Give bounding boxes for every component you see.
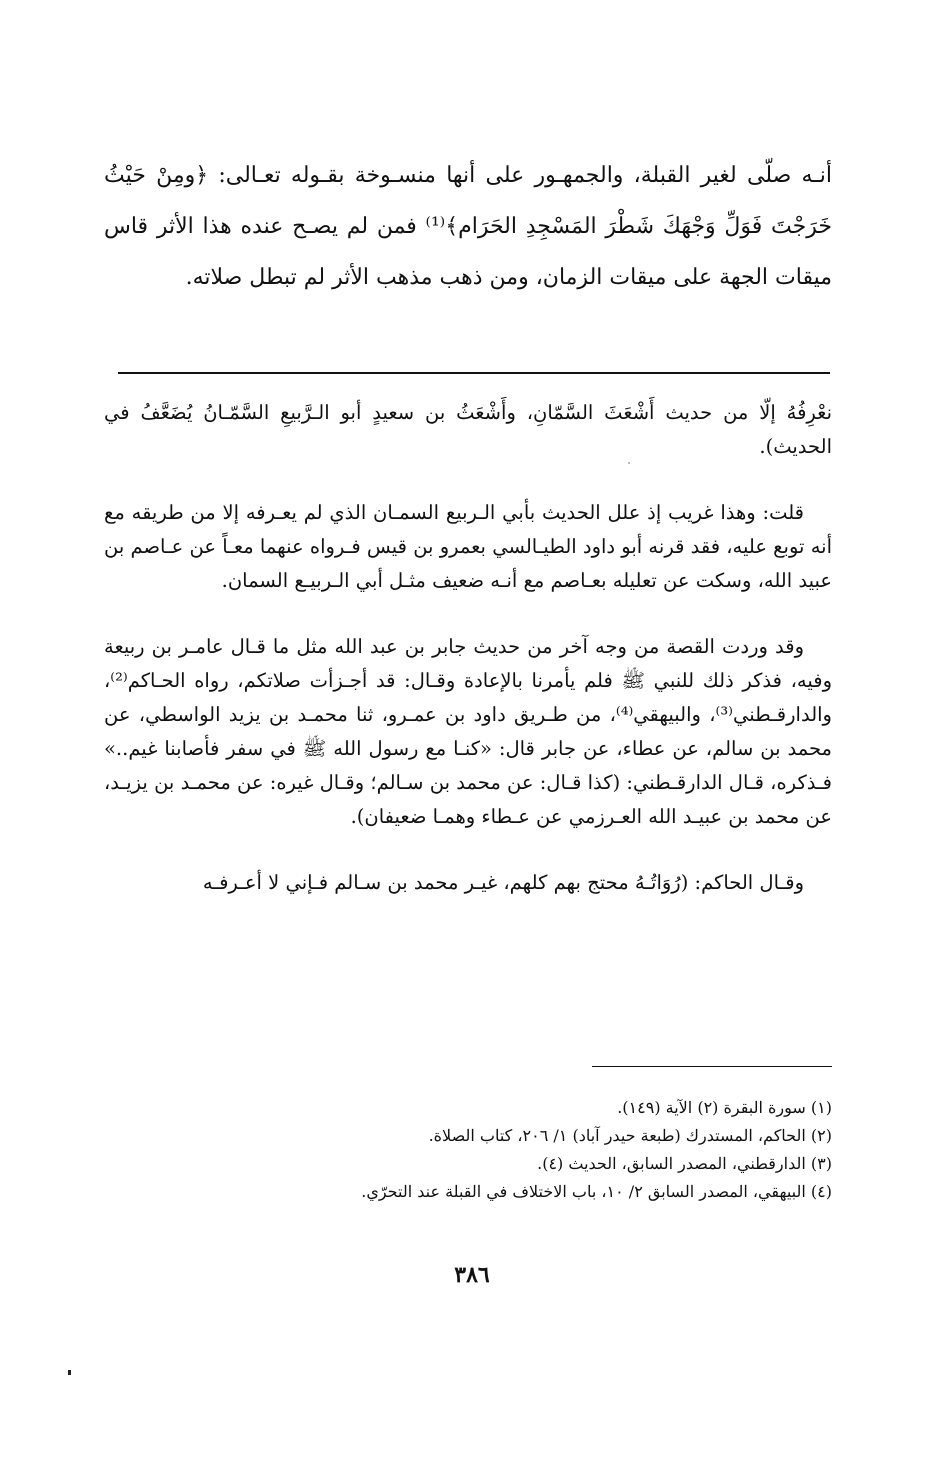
scan-mark — [68, 1370, 71, 1375]
commentary-para-2: قلت: وهذا غريب إذ علل الحديث بأبي الـربيع السمـان الذي لم يعـرفه إلا من طريقه مع أنه توبع عليه، فقد قرنه أبو داود الطيـالسي بعمرو بن قيس فـرواه عنهما معـاً عن عـاصم بن عبيد الله، وسكت عن تعليله بعـاصم مع أنـه ضعيف مثـل أبي الـربيـع السمان. — [104, 501, 832, 592]
scan-speck — [628, 462, 630, 464]
footnote-divider — [592, 1066, 832, 1067]
footnote-4: (٤) البيهقي، المصدر السابق ٢/ ١٠، باب الاختلاف في القبلة عند التحرّي. — [361, 1182, 832, 1201]
main-text-paragraph: أنـه صلّى لغير القبلة، والجمهـور على أنها منسـوخة بقـوله تعـالى: ﴿ومِنْ حَيْثُ خَرَجْتَ فَوَلِّ وَجْهَكَ شَطْرَ المَسْجِدِ الحَرَام﴾⁽¹⁾ فمن لم يصـح عنده هذا الأثر قاس ميقات الجهة على ميقات الزمان، ومن ذهب مذهب الأثر لم تبطل صلاته. — [104, 163, 832, 290]
footnote-3: (٣) الدارقطني، المصدر السابق، الحديث (٤). — [537, 1154, 832, 1173]
commentary-para-4: وقـال الحاكم: (رُوَاتُـهُ محتج بهم كلهم، غيـر محمد بن سـالم فـإني لا أعـرفـه — [202, 871, 804, 894]
footnote-2: (٢) الحاكم، المستدرك (طبعة حيدر آباد) ١/ ٢٠٦، كتاب الصلاة. — [428, 1126, 832, 1145]
commentary-block — [104, 396, 832, 900]
footnotes — [104, 1094, 832, 1206]
commentary-para-1: نعْرِفُهُ إلّا من حديث أَشْعَثَ السَّمّانِ، وأَشْعَثُ بن سعيدٍ أبو الـرَّبيعِ السَّمّـانُ يُضَعَّفُ في الحديث). — [104, 401, 832, 458]
commentary-para-3: وقد وردت القصة من وجه آخر من حديث جابر بن عبد الله مثل ما قـال عامـر بن ربيعة وفيه، فذكر ذلك للنبي ﷺ فلم يأمرنا بالإعادة وقـال: قد أجـزأت صلاتكم، رواه الحـاكم⁽²⁾، والدارقـطني⁽³⁾، والبيهقي⁽⁴⁾، من طـريق داود بن عمـرو، ثنا محمـد بن يزيد الواسطي، عن محمد بن سالم، عن عطاء، عن جابر قال: «كنـا مع رسول الله ﷺ في سفر فأصابنا غيم..» فـذكره، قـال الدارقـطني: (كذا قـال: عن محمد بن سـالم؛ وقـال غيره: عن محمـد بن يزيـد، عن محمد بن عبيـد الله العـرزمي عن عـطاء وهمـا ضعيفان). — [104, 635, 832, 828]
page-number: ٣٨٦ — [454, 1262, 490, 1288]
footnote-1: (١) سورة البقرة (٢) الآية (١٤٩). — [617, 1098, 832, 1117]
section-divider — [118, 372, 830, 374]
